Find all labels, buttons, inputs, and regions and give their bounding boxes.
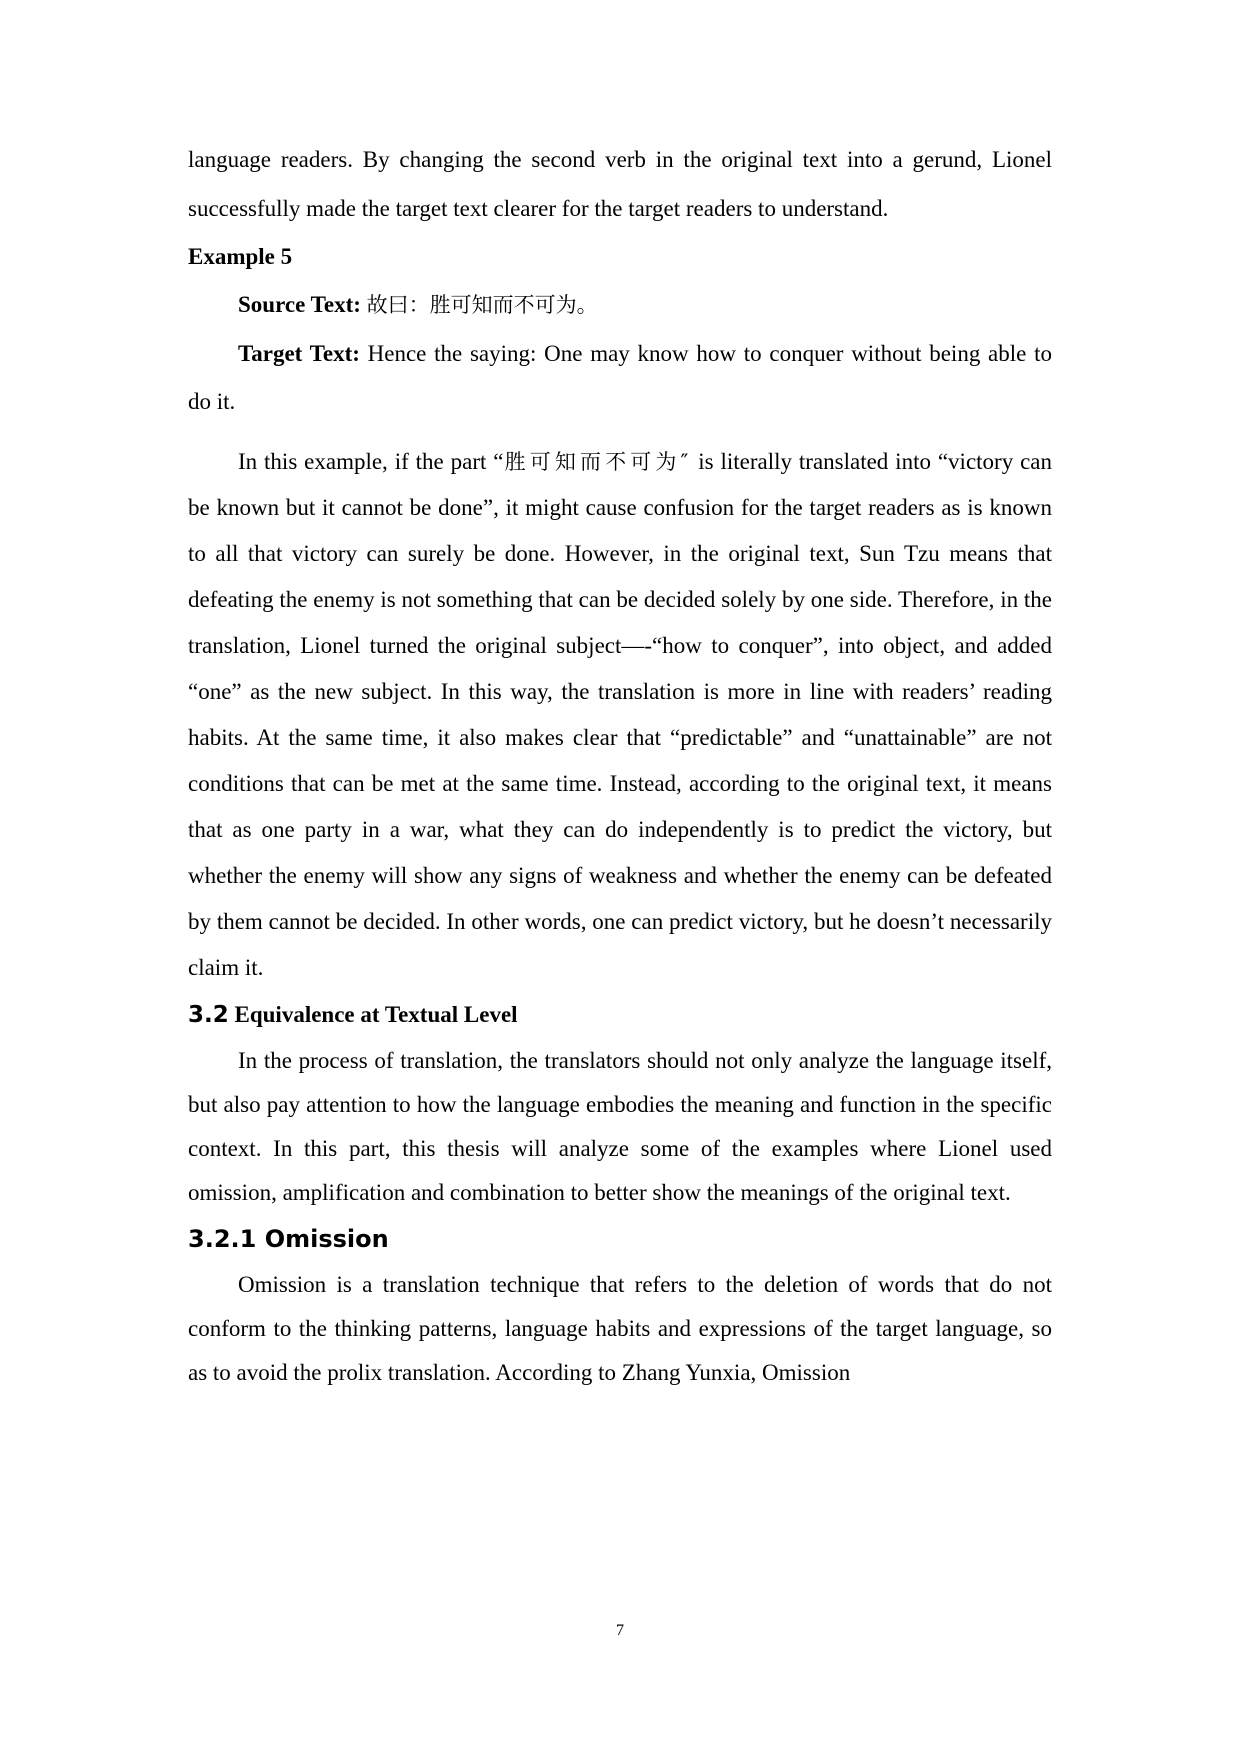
section-3-2-title: Equivalence at Textual Level [234,1001,518,1027]
paragraph-analysis [188,439,1052,991]
section-3-2-heading [188,991,1052,1039]
paragraph-intro: language readers. By changing the second verb in the original text into a gerund, Lionel successfully made the target text clearer for the target readers to understand. [188,147,1052,221]
source-text: 故曰：胜可知而不可为。 [366,293,598,317]
section-3-2-number: 3.2 [188,1001,229,1028]
text-column [188,136,1052,1395]
section-3-2-body: In the process of translation, the translators should not only analyze the language itself, but also pay attention to how the language embodies the meaning and function in the specific context. In this part, this thesis will analyze some of the examples where Lionel used omission, amplification and combination to better show the meanings of the original text. [188,1047,1052,1205]
analysis-cjk: 胜可知而不可为″ [503,449,692,474]
source-label: Source Text: [238,292,361,317]
target-text: Hence the saying: One may know how to conquer without being able to do it. [188,340,1052,414]
source-text-line [188,281,1052,330]
section-3-2-1-body: Omission is a translation technique that refers to the deletion of words that do not conform to the thinking patterns, language habits and expressions of the target language, so as to avoid the prolix translation. According to Zhang Yunxia, Omission [188,1271,1052,1385]
section-3-2-1-heading: 3.2.1 Omission [188,1224,389,1253]
target-label: Target Text: [238,340,360,366]
page-number: 7 [616,1622,624,1639]
example-heading: Example 5 [188,244,293,269]
spacer [188,427,1052,439]
analysis-post: is literally translated into “victory can be known but it cannot be done”, it might cause confusion for the target readers as is known to all that victory can surely be done. However, in the original text, Sun Tzu means that defeating the enemy is not something that can be decided solely by one side. Therefore, in the translation, Lionel turned the original subject—-“how to conquer”, into object, and added “one” as the new subject. In this way, the translation is more in line with readers’ reading habits. At the same time, it also makes clear that “predictable” and “unattainable” are not conditions that can be met at the same time. Instead, according to the original text, it means that as one party in a war, what they can do independently is to predict the victory, but whether the enemy will show any signs of weakness and whether the enemy can be defeated by them cannot be decided. In other words, one can predict victory, but he doesn’t necessarily claim it. [188,448,1052,980]
target-text-line [188,330,1052,427]
analysis-pre: In this example, if the part “ [238,448,504,474]
